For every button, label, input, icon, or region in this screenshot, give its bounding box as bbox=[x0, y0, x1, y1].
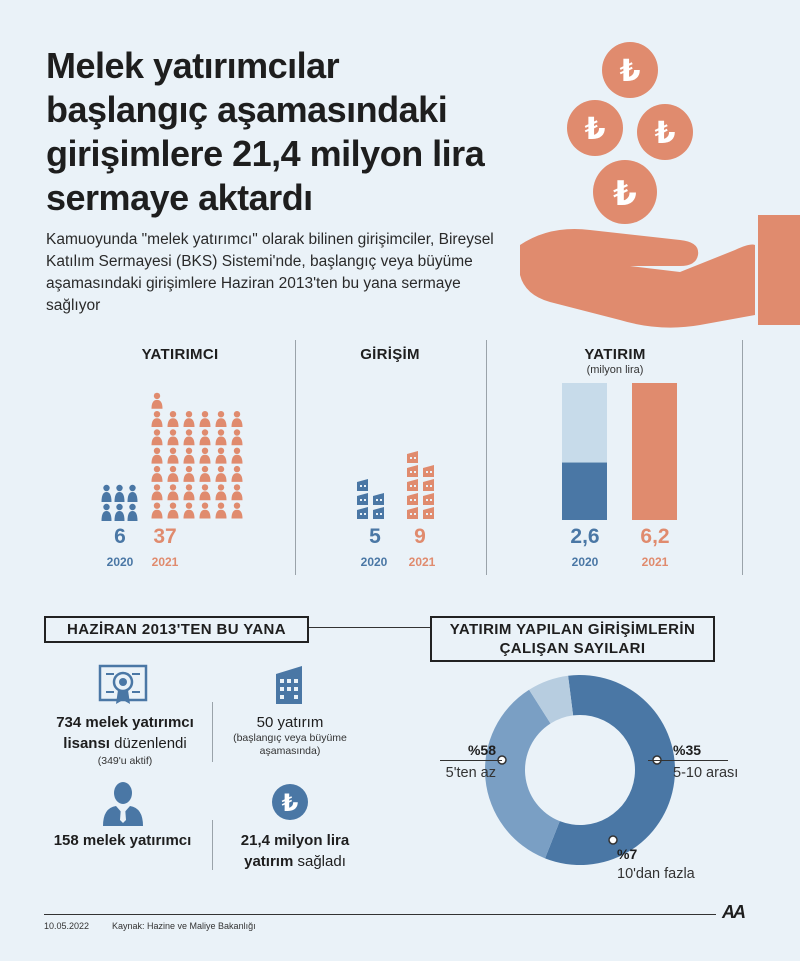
investment-bars bbox=[560, 383, 685, 520]
svg-text:₺: ₺ bbox=[619, 54, 641, 89]
person-icon bbox=[128, 485, 138, 502]
footer-date: 10.05.2022 bbox=[44, 921, 90, 931]
stat-yatirim-unit: (milyon lira) bbox=[586, 364, 644, 376]
aa-logo: AA bbox=[722, 902, 744, 922]
certificate-icon bbox=[98, 662, 148, 706]
yatirim-2021-value: 6,2 bbox=[640, 525, 670, 548]
divider bbox=[212, 702, 213, 762]
person-icon bbox=[232, 466, 243, 482]
building-mini-icon bbox=[423, 493, 434, 505]
person-icon bbox=[216, 503, 227, 519]
coin-icon bbox=[602, 42, 658, 98]
person-icon bbox=[152, 503, 163, 519]
person-icon bbox=[232, 503, 243, 519]
slice-label: 5'ten az bbox=[445, 765, 496, 781]
person-icon bbox=[168, 503, 179, 519]
yatirimci-2020-year: 2020 bbox=[106, 555, 134, 569]
yatirim-2020-value: 2,6 bbox=[570, 525, 600, 548]
person-icon bbox=[184, 484, 195, 500]
person-icon bbox=[168, 484, 179, 500]
fact-licenses bbox=[40, 712, 210, 754]
person-icon bbox=[115, 485, 125, 502]
person-icon bbox=[128, 504, 138, 521]
slice-label: 5-10 arası bbox=[673, 765, 739, 781]
title-line-2: başlangıç aşamasındaki bbox=[46, 89, 448, 130]
svg-text:₺: ₺ bbox=[654, 116, 676, 151]
intro-text: Kamuoyunda "melek yatırımcı" olarak bilinen girişimciler, Bireysel Katılım Sermayesi (BKS) Sistemi'nde, başlangıç veya büyüme aşamasındaki girişimlere Haziran 2013'ten bu yana sermaye sağlıyor bbox=[46, 231, 494, 314]
yatirim-2020-year: 2020 bbox=[571, 555, 599, 569]
person-icon bbox=[200, 484, 211, 500]
person-icon bbox=[200, 448, 211, 464]
girisim-2020-year: 2020 bbox=[360, 555, 388, 569]
person-icon bbox=[184, 503, 195, 519]
building-icon bbox=[272, 666, 306, 704]
fact-angels bbox=[50, 830, 195, 851]
stat-girisim-label: GİRİŞİM bbox=[360, 346, 420, 363]
building-mini-icon bbox=[423, 465, 434, 477]
person-icon bbox=[168, 429, 179, 445]
person-icon bbox=[102, 504, 112, 521]
slice-marker-dot bbox=[609, 836, 617, 844]
leader-line bbox=[440, 760, 502, 761]
building-mini-icon bbox=[373, 493, 384, 505]
svg-text:₺: ₺ bbox=[281, 789, 299, 817]
coin-icon bbox=[567, 100, 623, 156]
person-icon bbox=[168, 448, 179, 464]
bar-2021 bbox=[632, 383, 677, 520]
divider bbox=[742, 340, 743, 575]
svg-text:₺: ₺ bbox=[613, 174, 637, 214]
person-icon bbox=[168, 411, 179, 427]
yatirimci-2021-year: 2021 bbox=[151, 555, 179, 569]
bar-2020 bbox=[562, 463, 607, 520]
person-icon bbox=[232, 411, 243, 427]
girisim-2021-year: 2021 bbox=[408, 555, 436, 569]
fact-licenses-note: (349'u aktif) bbox=[97, 755, 153, 767]
buildings-2020-icons bbox=[355, 465, 395, 520]
employees-donut-chart bbox=[480, 670, 680, 870]
hand-coins-illustration bbox=[510, 40, 800, 330]
slice-label: 10'dan fazla bbox=[617, 866, 695, 882]
since-2013-title: HAZİRAN 2013'TEN BU YANA bbox=[44, 616, 309, 643]
person-icon bbox=[216, 484, 227, 500]
leader-line bbox=[648, 760, 728, 761]
building-mini-icon bbox=[407, 493, 418, 505]
footer-line bbox=[44, 914, 716, 915]
building-mini-icon bbox=[407, 451, 418, 463]
fact-investments-note: (başlangıç veya büyüme aşamasında) bbox=[233, 732, 347, 757]
person-icon bbox=[216, 411, 227, 427]
title-line-4: sermaye aktardı bbox=[46, 177, 313, 218]
person-icon bbox=[200, 429, 211, 445]
people-2021-icons bbox=[150, 390, 250, 520]
divider bbox=[295, 340, 296, 575]
title-line-1: Melek yatırımcılar bbox=[46, 45, 340, 86]
fact-amount-rest: sağladı bbox=[293, 853, 346, 870]
slice-pct-label: %58 bbox=[467, 742, 496, 758]
building-mini-icon bbox=[407, 465, 418, 477]
person-icon bbox=[184, 448, 195, 464]
person-icon bbox=[152, 466, 163, 482]
building-mini-icon bbox=[357, 507, 368, 519]
person-icon bbox=[184, 411, 195, 427]
person-icon bbox=[152, 393, 163, 409]
employees-title bbox=[430, 616, 715, 662]
girisim-2021-value: 9 bbox=[414, 525, 426, 548]
hand-icon bbox=[520, 215, 800, 328]
person-icon bbox=[200, 503, 211, 519]
person-icon bbox=[152, 411, 163, 427]
yatirim-2021-year: 2021 bbox=[641, 555, 669, 569]
divider bbox=[486, 340, 487, 575]
slice-pct-label: %35 bbox=[673, 742, 702, 758]
building-mini-icon bbox=[423, 507, 434, 519]
person-icon bbox=[184, 466, 195, 482]
person-icon bbox=[232, 448, 243, 464]
coin-icon bbox=[637, 104, 693, 160]
footer-source: Kaynak: Hazine ve Maliye Bakanlığı bbox=[112, 921, 256, 931]
buildings-2021-icons bbox=[405, 440, 445, 520]
building-mini-icon bbox=[407, 507, 418, 519]
person-icon bbox=[115, 504, 125, 521]
employees-title-line-2: ÇALIŞAN SAYILARI bbox=[499, 640, 646, 657]
person-icon bbox=[232, 484, 243, 500]
person-icon bbox=[200, 466, 211, 482]
building-mini-icon bbox=[423, 479, 434, 491]
building-mini-icon bbox=[357, 493, 368, 505]
person-icon bbox=[152, 429, 163, 445]
person-icon bbox=[152, 484, 163, 500]
employees-title-line-1: YATIRIM YAPILAN GİRİŞİMLERİN bbox=[449, 621, 696, 638]
fact-amount bbox=[220, 830, 370, 872]
people-2020-icons bbox=[100, 462, 140, 522]
divider bbox=[212, 820, 213, 870]
slice-pct-label: %7 bbox=[617, 846, 638, 862]
businessman-icon bbox=[100, 780, 146, 826]
svg-text:₺: ₺ bbox=[584, 112, 606, 147]
girisim-2020-value: 5 bbox=[369, 525, 381, 548]
person-icon bbox=[152, 448, 163, 464]
yatirimci-2021-value: 37 bbox=[153, 525, 177, 548]
building-mini-icon bbox=[407, 479, 418, 491]
title-line-3: girişimlere 21,4 milyon lira bbox=[46, 133, 485, 174]
fact-investments: 50 yatırım bbox=[256, 714, 324, 731]
person-icon bbox=[102, 485, 112, 502]
person-icon bbox=[184, 429, 195, 445]
stat-yatirim-label: YATIRIM bbox=[584, 346, 646, 363]
person-icon bbox=[216, 466, 227, 482]
fact-licenses-rest: düzenlendi bbox=[109, 735, 187, 752]
person-icon bbox=[216, 448, 227, 464]
page-title bbox=[46, 44, 546, 220]
person-icon bbox=[168, 466, 179, 482]
fact-licenses-bold: 734 melek yatırımcı lisansı bbox=[56, 714, 194, 752]
building-mini-icon bbox=[373, 507, 384, 519]
yatirimci-2020-value: 6 bbox=[114, 525, 126, 548]
lira-coin-icon bbox=[272, 784, 308, 820]
building-mini-icon bbox=[357, 479, 368, 491]
stat-yatirimci-label: YATIRIMCI bbox=[141, 346, 219, 363]
fact-angels-bold: 158 melek yatırımcı bbox=[53, 832, 192, 849]
fact-amount-bold: 21,4 milyon lira yatırım bbox=[240, 832, 350, 870]
person-icon bbox=[232, 429, 243, 445]
coin-icon bbox=[593, 160, 657, 224]
person-icon bbox=[200, 411, 211, 427]
person-icon bbox=[216, 429, 227, 445]
section-connector-line bbox=[300, 627, 440, 628]
